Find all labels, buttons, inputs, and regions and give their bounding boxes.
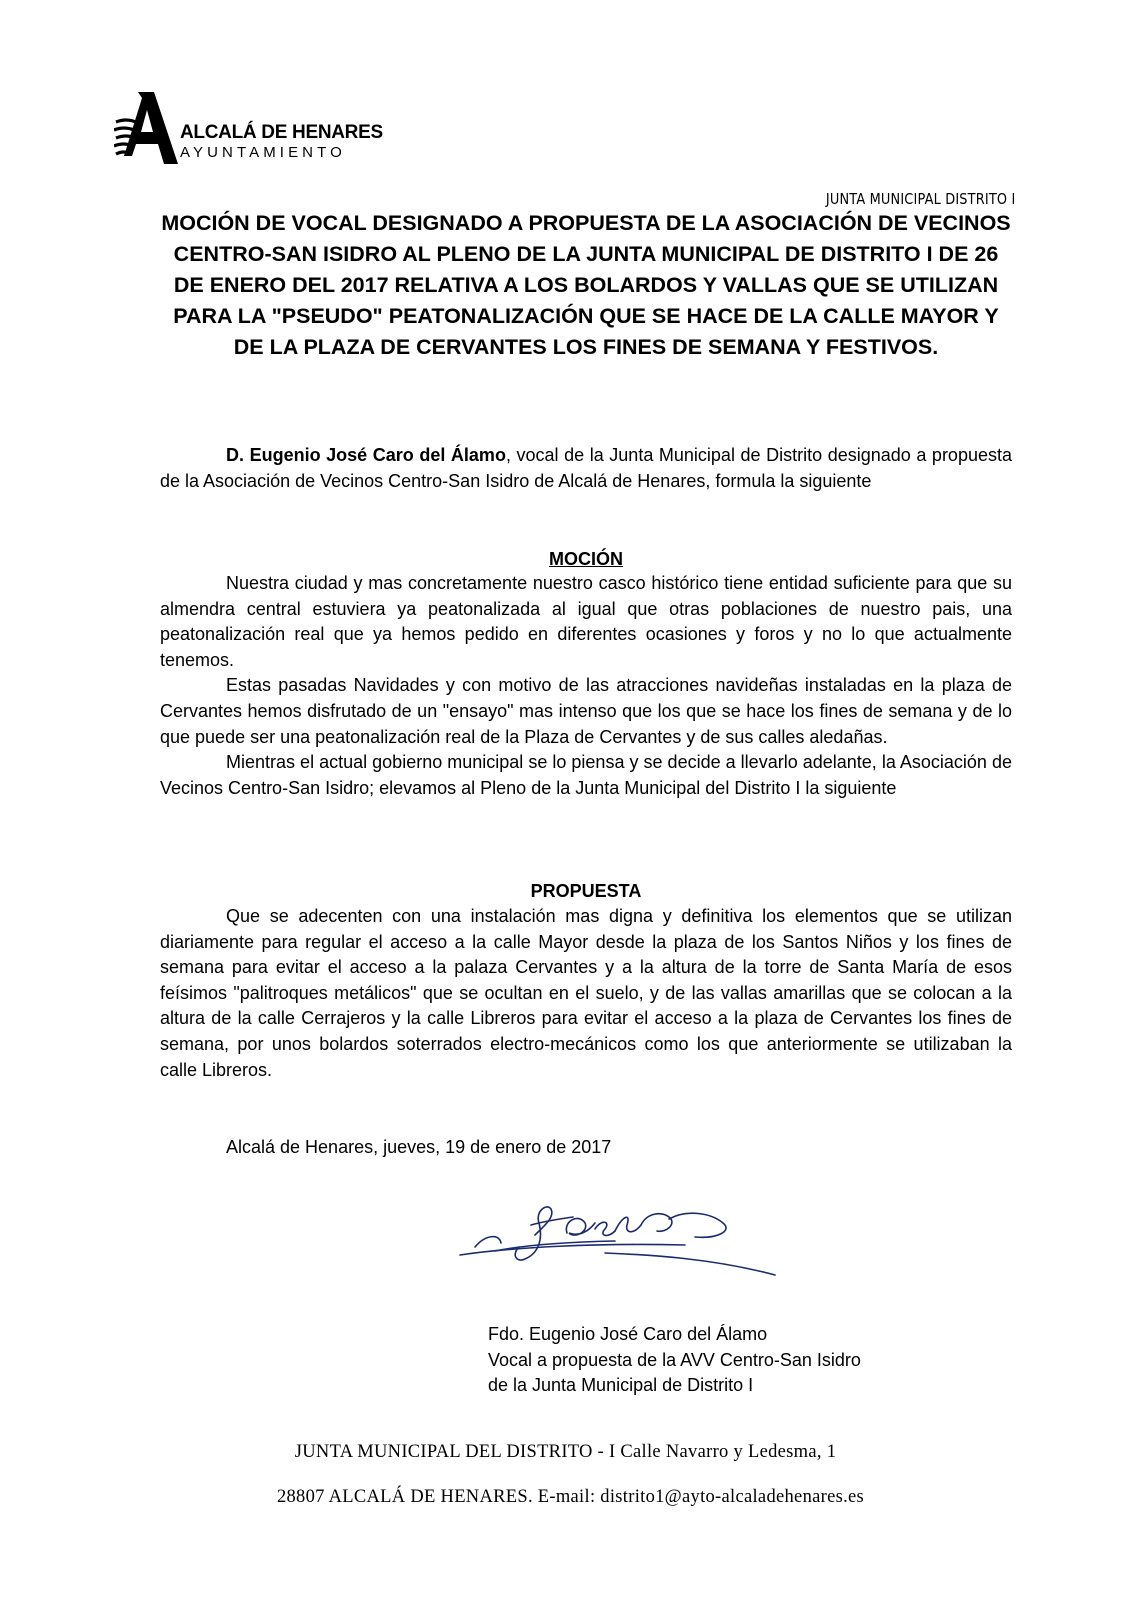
mocion-paragraph: Mientras el actual gobierno municipal se lo piensa y se decide a llevarlo adelante, la Asociación de Vecinos Centro-San Isidro; elevamos al Pleno de la Junta Municipal del Distrito I la siguiente xyxy=(160,752,1012,798)
logo-a-mark-icon xyxy=(114,92,180,164)
propuesta-body xyxy=(160,904,1012,1083)
mocion-paragraph: Nuestra ciudad y mas concretamente nuestro casco histórico tiene entidad suficiente para que su almendra central estuviera ya peatonalizada al igual que otras poblaciones de nuestro pais, una peatonalización real que ya hemos pedido en diferentes ocasiones y foros y no lo que actualmente tenemos. xyxy=(160,573,1012,670)
logo-subtitle: AYUNTAMIENTO xyxy=(180,144,346,161)
intro-paragraph xyxy=(160,443,1012,494)
mocion-paragraph: Estas pasadas Navidades y con motivo de las atracciones navideñas instaladas en la plaza de Cervantes hemos disfrutado de un "ensayo" mas intenso que los que se hace los fines de semana y de lo que puede ser una peatonalización real de la Plaza de Cervantes y de sus calles aledañas. xyxy=(160,675,1012,747)
signer-name: Fdo. Eugenio José Caro del Álamo xyxy=(488,1324,768,1344)
handwritten-signature xyxy=(455,1195,785,1295)
city-logo xyxy=(114,92,394,164)
district-office-label: JUNTA MUNICIPAL DISTRITO I xyxy=(825,190,1015,208)
propuesta-heading: PROPUESTA xyxy=(530,881,642,901)
intro-text: , vocal de la Junta Municipal de Distrito designado a propuesta de la Asociación de Vecinos Centro-San Isidro de Alcalá de Henares, formula la siguiente xyxy=(160,445,1012,491)
logo-city-name: ALCALÁ DE HENARES xyxy=(180,122,383,143)
mocion-body xyxy=(160,571,1012,801)
mocion-heading: MOCIÓN xyxy=(549,549,623,569)
footer-address: JUNTA MUNICIPAL DEL DISTRITO - I Calle Navarro y Ledesma, 1 xyxy=(294,1442,837,1462)
signer-entity: de la Junta Municipal de Distrito I xyxy=(488,1375,754,1396)
author-name: D. Eugenio José Caro del Álamo xyxy=(226,445,506,465)
propuesta-paragraph: Que se adecenten con una instalación mas digna y definitiva los elementos que se utilizan diariamente para regular el acceso a la calle Mayor desde la plaza de los Santos Niños y los fines de semana para evitar el acceso a la palaza Cervantes y a la altura de la torre de Santa María de esos feísimos "palitroques metálicos" que se ocultan en el suelo, y de las vallas amarillas que se colocan a la altura de la calle Cerrajeros y la calle Libreros para evitar el acceso a la plaza de Cervantes los fines de semana, por unos bolardos soterrados electro-mecánicos como los que anteriormente se utilizaban la calle Libreros. xyxy=(160,906,1012,1080)
dateline: Alcalá de Henares, jueves, 19 de enero de 2017 xyxy=(226,1137,612,1157)
document-title: MOCIÓN DE VOCAL DESIGNADO A PROPUESTA DE LA ASOCIACIÓN DE VECINOS CENTRO-SAN ISIDRO AL PLENO DE LA JUNTA MUNICIPAL DE DISTRITO I DE 26 DE ENERO DEL 2017 RELATIVA A LOS BOLARDOS Y VALLAS QUE SE UTILIZAN PARA LA "PSEUDO" PEATONALIZACIÓN QUE SE HACE DE LA CALLE MAYOR Y DE LA PLAZA DE CERVANTES LOS FINES DE SEMANA Y FESTIVOS. xyxy=(161,211,1011,359)
signer-block xyxy=(488,1322,861,1399)
footer-contact: 28807 ALCALÁ DE HENARES. E-mail: distrito1@ayto-alcaladehenares.es xyxy=(276,1487,865,1507)
signer-role: Vocal a propuesta de la AVV Centro-San Isidro xyxy=(488,1349,861,1370)
